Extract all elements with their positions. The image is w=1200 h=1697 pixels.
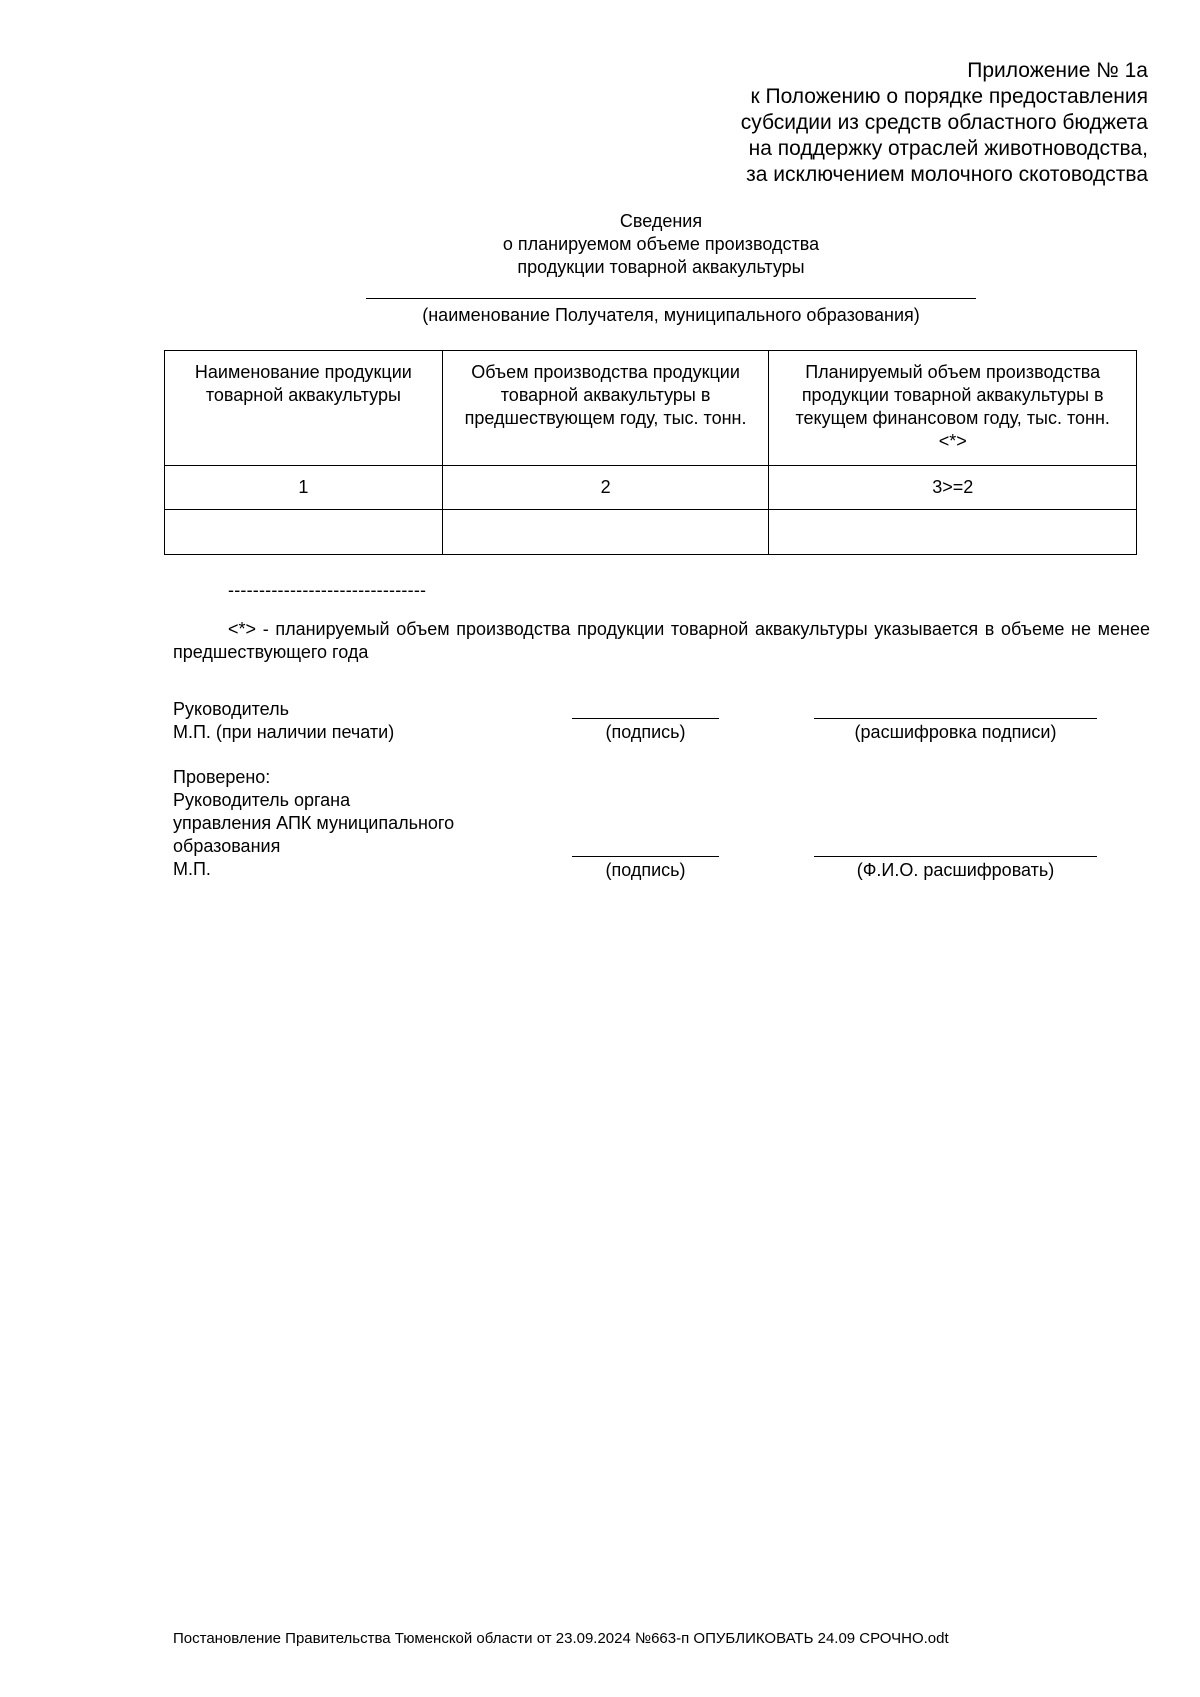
table-header-cell: Объем производства продукции товарной аквакультуры в предшествующем году, тыс. тонн. bbox=[442, 351, 769, 466]
appendix-reference-line: на поддержку отраслей животноводства, bbox=[748, 137, 1148, 160]
decryption-blank bbox=[814, 718, 1097, 719]
document-footer: Постановление Правительства Тюменской области от 23.09.2024 №663-п ОПУБЛИКОВАТЬ 24.09 СРОЧНО.odt bbox=[173, 1630, 949, 1647]
appendix-reference-line: за исключением молочного скотоводства bbox=[746, 163, 1148, 186]
signature-label-line: Руководитель bbox=[173, 699, 289, 719]
decryption-caption: (Ф.И.О. расшифровать) bbox=[856, 860, 1055, 880]
signature-blank bbox=[572, 718, 719, 719]
recipient-name-blank bbox=[366, 298, 976, 299]
signature-caption: (подпись) bbox=[605, 860, 686, 880]
table-header-cell: Планируемый объем производства продукции товарной аквакультуры в текущем финансовом году, тыс. тонн. <*> bbox=[769, 351, 1137, 466]
signature-label-line: образования bbox=[173, 836, 281, 856]
table-header-cell: Наименование продукции товарной аквакультуры bbox=[165, 351, 443, 466]
footnote-text: <*> - планируемый объем производства продукции товарной аквакультуры указывается в объеме не менее предшествующего года bbox=[173, 619, 1150, 662]
signature-label-line: М.П. (при наличии печати) bbox=[173, 722, 395, 742]
signature-blank bbox=[572, 856, 719, 857]
column-number-cell: 2 bbox=[442, 466, 769, 510]
table-cell bbox=[769, 510, 1137, 555]
decryption-blank bbox=[814, 856, 1097, 857]
title-line: Сведения bbox=[619, 211, 703, 231]
signature-label-line: М.П. bbox=[173, 859, 211, 879]
appendix-header bbox=[588, 58, 1148, 188]
table-cell bbox=[442, 510, 769, 555]
appendix-reference-line: субсидии из средств областного бюджета bbox=[740, 111, 1148, 134]
table-header-row bbox=[165, 351, 1137, 466]
recipient-caption: (наименование Получателя, муниципального образования) bbox=[422, 305, 920, 325]
signature-caption: (подпись) bbox=[605, 722, 686, 742]
signature-label-line: управления АПК муниципального bbox=[173, 813, 455, 833]
decryption-caption: (расшифровка подписи) bbox=[854, 722, 1057, 742]
title-line: о планируемом объеме производства bbox=[502, 234, 820, 254]
table-row bbox=[165, 466, 1137, 510]
footnote-separator: -------------------------------- bbox=[228, 580, 427, 600]
head-signature-label bbox=[173, 698, 394, 744]
column-number-cell: 3>=2 bbox=[769, 466, 1137, 510]
column-number-cell: 1 bbox=[165, 466, 443, 510]
appendix-number: Приложение № 1а bbox=[967, 59, 1148, 82]
signature-label-line: Проверено: bbox=[173, 767, 271, 787]
title-line: продукции товарной аквакультуры bbox=[517, 257, 805, 277]
verified-signature-label bbox=[173, 766, 454, 881]
document-title bbox=[361, 210, 961, 279]
table-row bbox=[165, 510, 1137, 555]
signature-label-line: Руководитель органа bbox=[173, 790, 351, 810]
production-volume-table bbox=[164, 350, 1137, 555]
appendix-reference-line: к Положению о порядке предоставления bbox=[750, 85, 1148, 108]
table-cell bbox=[165, 510, 443, 555]
